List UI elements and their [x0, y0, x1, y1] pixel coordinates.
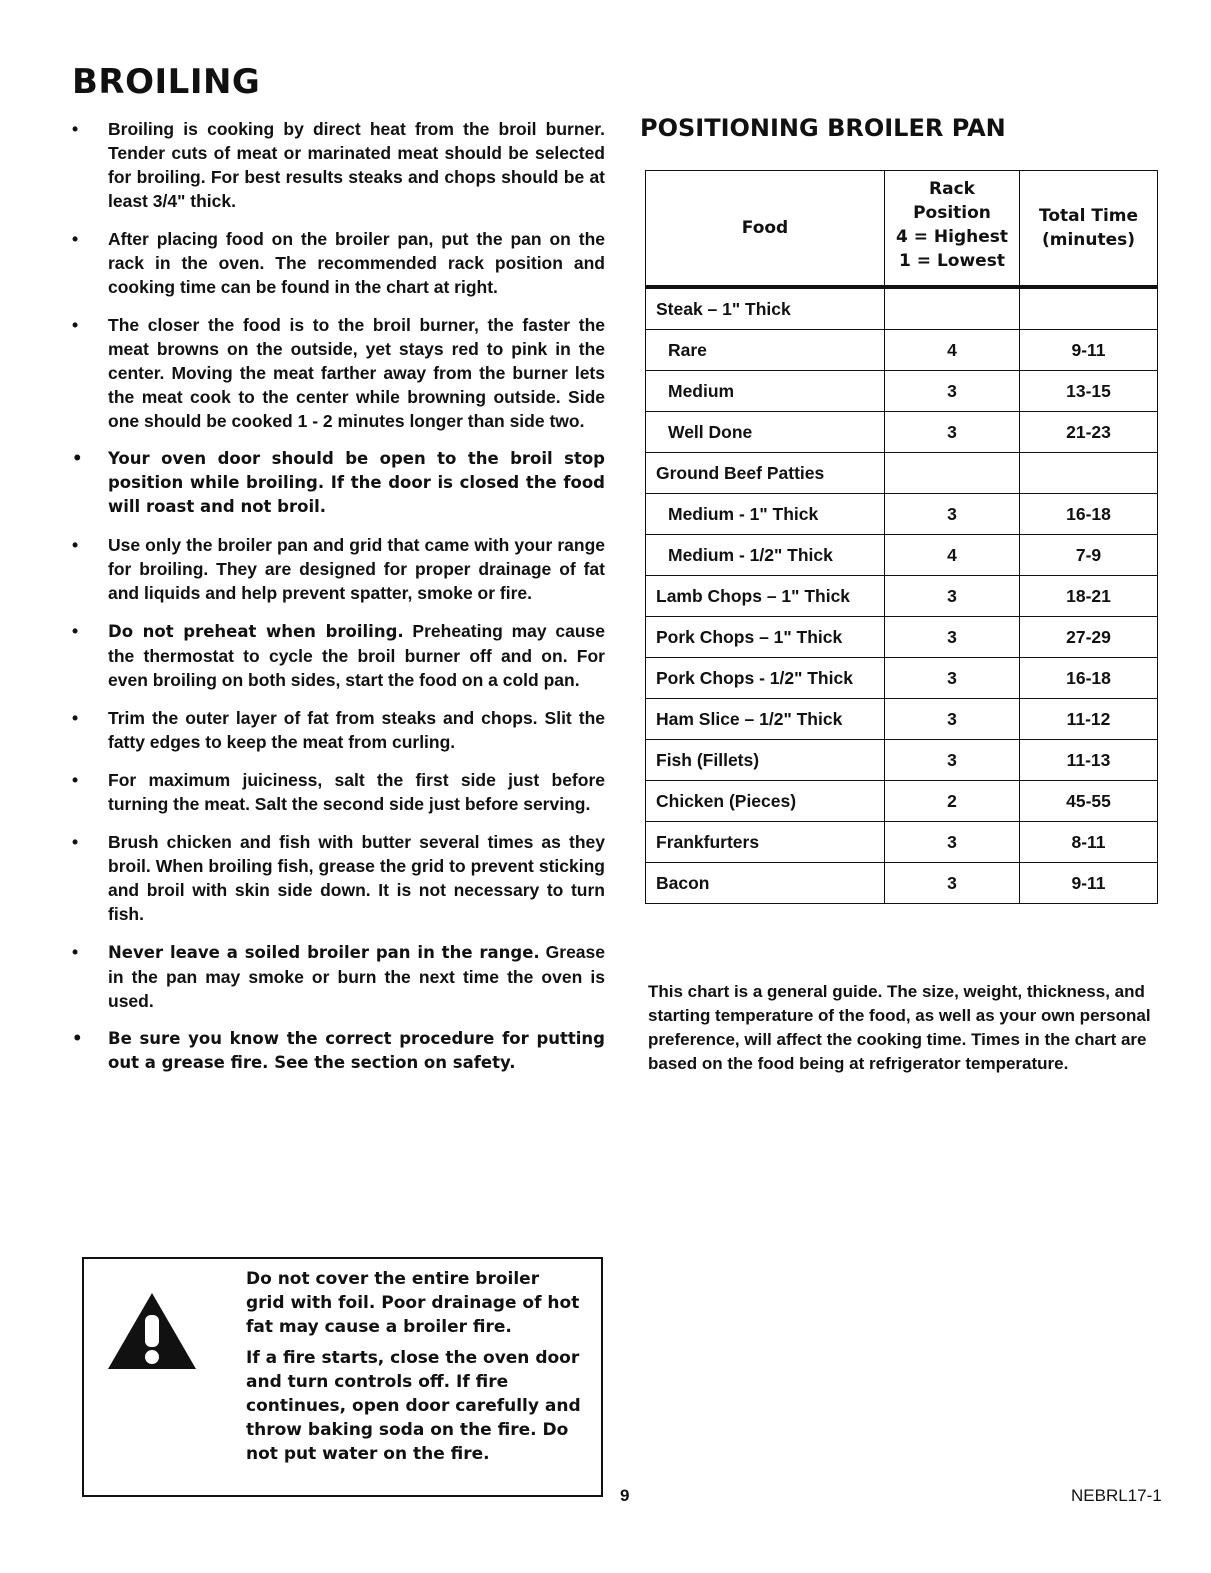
food-cell: Pork Chops – 1" Thick — [646, 617, 885, 658]
rack-cell: 3 — [885, 494, 1020, 535]
list-item: • Trim the outer layer of fat from steaks and chops. Slit the fatty edges to keep the meat from curling. — [72, 708, 605, 752]
table-row — [646, 287, 1158, 330]
time-cell: 11-12 — [1020, 699, 1158, 740]
time-cell: 45-55 — [1020, 781, 1158, 822]
warning-text — [246, 1267, 581, 1473]
time-cell: 8-11 — [1020, 822, 1158, 863]
food-cell: Rare — [646, 330, 885, 371]
rack-cell: 4 — [885, 330, 1020, 371]
table-row — [646, 412, 1158, 453]
warning-triangle-icon — [106, 1291, 198, 1371]
bullet-dot: • — [72, 1029, 83, 1048]
time-cell — [1020, 287, 1158, 330]
rack-cell — [885, 453, 1020, 494]
emphasis-text: Do not preheat when broiling. — [108, 622, 404, 641]
rack-cell: 3 — [885, 412, 1020, 453]
table-row — [646, 535, 1158, 576]
food-cell: Fish (Fillets) — [646, 740, 885, 781]
page-number: 9 — [620, 1486, 630, 1505]
broiling-chart-table — [645, 170, 1158, 904]
table-row — [646, 330, 1158, 371]
bullet-dot: • — [72, 315, 79, 335]
food-cell: Steak – 1" Thick — [646, 287, 885, 330]
warning-paragraph: If a fire starts, close the oven door and turn controls off. If fire continues, open door carefully and throw baking soda on the fire. Do not put water on the fire. — [246, 1348, 581, 1464]
rack-cell: 3 — [885, 822, 1020, 863]
time-cell — [1020, 453, 1158, 494]
table-row — [646, 617, 1158, 658]
bullet-dot: • — [72, 832, 79, 852]
list-item: • Broiling is cooking by direct heat from the broil burner. Tender cuts of meat or marinated meat should be selected for broiling. For best results steaks and chops should be at least 3/4" thick. — [72, 119, 605, 211]
time-cell: 27-29 — [1020, 617, 1158, 658]
time-cell: 7-9 — [1020, 535, 1158, 576]
bullet-dot: • — [72, 119, 79, 139]
food-cell: Ham Slice – 1/2" Thick — [646, 699, 885, 740]
list-item: • Use only the broiler pan and grid that came with your range for broiling. They are designed for proper drainage of fat and liquids and help prevent spatter, smoke or fire. — [72, 535, 605, 603]
list-item: • Do not preheat when broiling. Preheating may cause the thermostat to cycle the broil burner off and on. For even broiling on both sides, start the food on a cold pan. — [72, 621, 605, 690]
warning-paragraph: Do not cover the entire broiler grid with foil. Poor drainage of hot fat may cause a broiler fire. — [246, 1269, 580, 1337]
rack-cell — [885, 287, 1020, 330]
food-cell: Ground Beef Patties — [646, 453, 885, 494]
warning-box — [82, 1257, 603, 1497]
food-cell: Well Done — [646, 412, 885, 453]
rack-cell: 3 — [885, 740, 1020, 781]
bullet-dot: • — [72, 942, 79, 962]
table-row — [646, 576, 1158, 617]
time-cell: 9-11 — [1020, 863, 1158, 904]
food-cell: Bacon — [646, 863, 885, 904]
food-cell: Medium — [646, 371, 885, 412]
table-row — [646, 822, 1158, 863]
list-item: • Never leave a soiled broiler pan in the range. Grease in the pan may smoke or burn the next time the oven is used. — [72, 942, 606, 1011]
time-cell: 16-18 — [1020, 494, 1158, 535]
table-row — [646, 494, 1158, 535]
table-row — [646, 658, 1158, 699]
time-cell: 21-23 — [1020, 412, 1158, 453]
bullet-dot: • — [72, 621, 79, 641]
bullet-list — [60, 117, 605, 1075]
time-cell: 9-11 — [1020, 330, 1158, 371]
food-cell: Pork Chops - 1/2" Thick — [646, 658, 885, 699]
food-cell: Frankfurters — [646, 822, 885, 863]
bullet-dot: • — [72, 708, 79, 728]
table-row — [646, 371, 1158, 412]
food-cell: Medium - 1" Thick — [646, 494, 885, 535]
time-cell: 13-15 — [1020, 371, 1158, 412]
table-header-row — [646, 171, 1158, 288]
table-row — [646, 699, 1158, 740]
time-cell: 18-21 — [1020, 576, 1158, 617]
section-title: POSITIONING BROILER PAN — [640, 114, 1006, 142]
food-cell: Lamb Chops – 1" Thick — [646, 576, 885, 617]
bullet-dot: • — [72, 770, 79, 790]
chart-note: This chart is a general guide. The size, weight, thickness, and starting temperature of the food, as well as your own personal preference, will affect the cooking time. Times in the chart are based on the food being at refrigerator temperature. — [648, 982, 1151, 1073]
time-cell: 16-18 — [1020, 658, 1158, 699]
bullet-dot: • — [72, 449, 83, 468]
rack-cell: 3 — [885, 371, 1020, 412]
bullet-dot: • — [72, 229, 79, 249]
food-cell: Medium - 1/2" Thick — [646, 535, 885, 576]
rack-cell: 3 — [885, 658, 1020, 699]
column-header-rack-position: Rack Position 4 = Highest 1 = Lowest — [885, 171, 1020, 288]
rack-cell: 3 — [885, 617, 1020, 658]
list-item: • Be sure you know the correct procedure for putting out a grease fire. See the section on safety. — [72, 1029, 605, 1072]
column-header-food: Food — [646, 171, 885, 288]
list-item: • After placing food on the broiler pan, put the pan on the rack in the oven. The recommended rack position and cooking time can be found in the chart at right. — [72, 229, 605, 297]
broiling-instructions — [60, 117, 605, 1089]
table-row — [646, 453, 1158, 494]
column-header-total-time: Total Time (minutes) — [1020, 171, 1158, 288]
rack-cell: 2 — [885, 781, 1020, 822]
rack-cell: 3 — [885, 863, 1020, 904]
table-row — [646, 740, 1158, 781]
food-cell: Chicken (Pieces) — [646, 781, 885, 822]
list-item: • Brush chicken and fish with butter several times as they broil. When broiling fish, grease the grid to prevent sticking and broil with skin side down. It is not necessary to turn fish. — [72, 832, 605, 924]
list-item: • Your oven door should be open to the broil stop position while broiling. If the door is closed the food will roast and not broil. — [72, 449, 605, 516]
emphasis-text: Never leave a soiled broiler pan in the range. — [108, 943, 540, 962]
document-code: NEBRL17-1 — [1071, 1486, 1162, 1505]
list-item: • For maximum juiciness, salt the first side just before turning the meat. Salt the second side just before serving. — [72, 770, 605, 814]
rack-cell: 3 — [885, 699, 1020, 740]
table-row — [646, 863, 1158, 904]
rack-cell: 4 — [885, 535, 1020, 576]
rack-cell: 3 — [885, 576, 1020, 617]
list-item: • The closer the food is to the broil burner, the faster the meat browns on the outside, yet stays red to pink in the center. Moving the meat farther away from the burner lets the meat cook to the center while browning outside. Side one should be cooked 1 - 2 minutes longer than side two. — [72, 315, 605, 431]
page-title: BROILING — [72, 62, 261, 102]
table-row — [646, 781, 1158, 822]
bullet-dot: • — [72, 535, 79, 555]
time-cell: 11-13 — [1020, 740, 1158, 781]
